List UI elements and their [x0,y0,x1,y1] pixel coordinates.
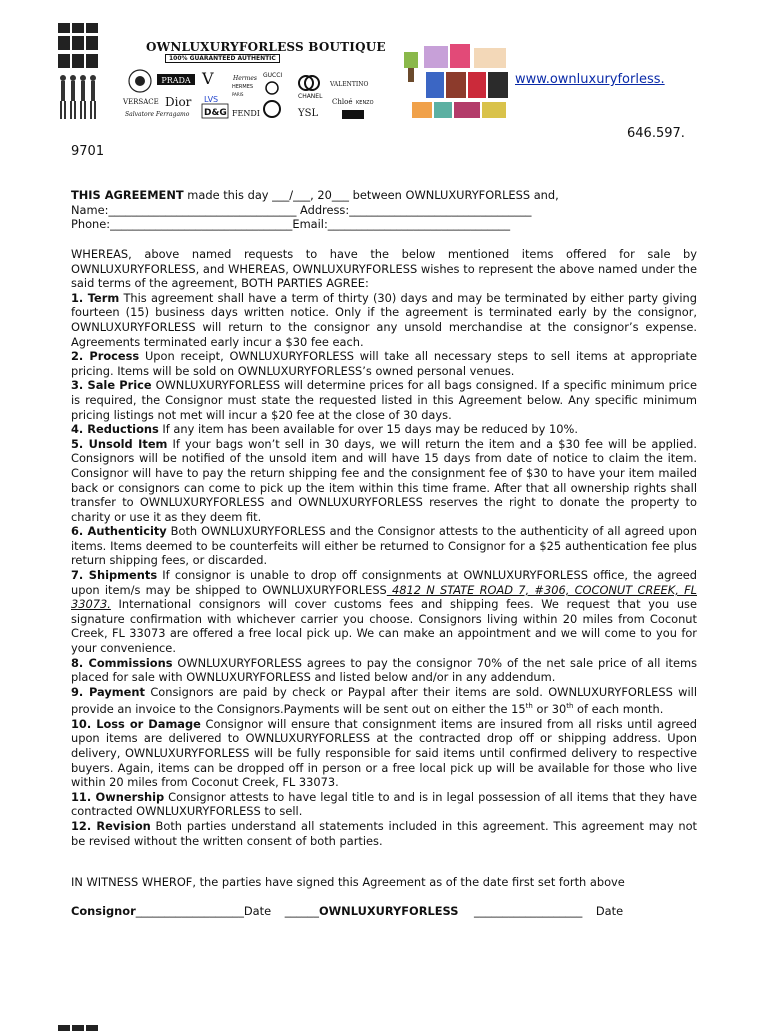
clause-revision: 12. Revision Both parties understand all statements included in this agreement. This agreement may not be revised without the written consent of both parties. [71,818,698,848]
agreement-clauses [71,247,697,848]
phone-number-part1: 646.597. [627,126,685,141]
consignor-label: Consignor [71,904,136,918]
phone-email-line[interactable]: Phone:________________________________Email:________________________________ [71,217,511,232]
date-label-company: Date [595,904,624,918]
consignor-signature-field[interactable]: ___________________ [135,904,244,918]
phone-number-part2: 9701 [71,144,105,159]
clause-process: 2. Process Upon receipt, OWNLUXURYFORLESS will take all necessary steps to sell items at appropriate pricing. Items will be sold on OWNLUXURYFORLESS’s owned personal venues. [71,349,697,378]
clause-loss-damage: 10. Loss or Damage Consignor will ensure that consignment items are insured from all risks until agreed upon items are delivered to OWNLUXURYFORLESS at the contracted drop off or shipping address. Upon delivery, OWNLUXURYFORLESS will be fully responsible for said items until confirmed delivery to respective buyers. Again, items can be dropped off in person or a free local pick up will be available for those who live within 20 miles from Coconut Creek, FL 33073. [71,716,697,790]
chloe-logo: Chloé [332,98,353,106]
svg-text:YSL: YSL [298,108,319,119]
name-address-line[interactable]: Name:_________________________________ Address:________________________________ [71,202,532,217]
clause-ownership: 11. Ownership Consignor attests to have legal title to and is in legal possession of all items that they have contracted OWNLUXURYFORLESS to sell. [71,789,698,819]
clause-term: 1. Term This agreement shall have a term of thirty (30) days and may be terminated by either party giving fourteen (15) business days written notice. Only if the agreement is terminated early by the consignor, OWNLUXURYFORLESS will return to the consignor any unsold merchandise at the consignor’s expense. Agreements terminated early incur a $30 fee each. [71,290,697,349]
svg-text:LVS: LVS [204,95,219,104]
fashion-photo-strip-bottom [57,1016,99,1024]
clause-shipments: 7. Shipments If consignor is unable to drop off consignments at OWNLUXURYFORLESS office, the agreed upon item/s may be shipped to OWNLUXURYFORLESS 4812 N STATE ROAD 7, #306, COCONUT CREEK, FL 33073. International consignors will cover customs fees and shipping fees. We request that you use signature confirmation with whichever carrier you choose. Consignors living within 20 miles from Coconut Creek, FL 33073 are offered a free local pick up. We can make an appointment and we will come to you for your convenience. [71,568,697,656]
website-link[interactable]: www.ownluxuryforless. [515,72,665,87]
kenzo-logo: KENZO [356,100,374,106]
agreement-fields [71,188,697,232]
company-signature-field[interactable]: ___________________ [474,904,583,918]
fashion-photo-strip [57,22,99,122]
clause-commissions: 8. Commissions OWNLUXURYFORLESS agrees to pay the consignor 70% of the net sale price of all items placed for sale with OWNLUXURYFORLESS and listed below and/or in any addendum. [71,655,698,685]
clause-reductions: 4. Reductions If any item has been available for over 15 days may be reduced by 10%. [71,422,578,437]
shipping-address: 4812 N STATE ROAD 7, #306, COCONUT CREEK, FL 33073. [71,582,697,612]
witness-statement: IN WITNESS WHEROF, the parties have signed this Agreement as of the date first set forth above [71,875,625,889]
boutique-title: OWNLUXURYFORLESS BOUTIQUE [146,40,386,54]
svg-text:PARIS: PARIS [232,92,244,97]
signature-line [71,904,623,918]
clause-sale-price: 3. Sale Price OWNLUXURYFORLESS will determine prices for all bags consigned. If a specific minimum price is required, the Consignor must state the requested listed in this Agreement below. Any specific minimum pricing listings not met will incur a $20 fee at the close of 30 days. [71,378,697,422]
company-signature-prefix[interactable]: ______ [284,904,319,918]
ferragamo-logo: Salvatore Ferragamo [125,111,190,118]
authentic-tagline: 100% GUARANTEED AUTHENTIC [162,55,283,62]
gucci-logo: GUCCI [263,72,283,79]
clause-unsold-item: 5. Unsold Item If your bags won’t sell in 30 days, we will return the item and a $30 fee will be applied. Consignors will be notified of the unsold item and will have 15 days from date of notice to claim the item. Consignor will have to pay the return shipping fee and the consignment fee of $30 to have your item mailed back or consignors can come to pick up the item within this time frame. After that all ownership rights shall transfer to OWNLUXURYFORLESS and OWNLUXURYFORLESS reserves the right to donate the property to charity or use it as they deem fit. [71,436,698,524]
boutique-products-photo [402,42,510,122]
dior-logo: Dior [165,95,192,109]
svg-text:Hermes: Hermes [233,75,257,82]
whereas-paragraph: WHEREAS, above named requests to have the below mentioned items offered for sale by OWNLUXURYFORLESS, and WHEREAS, OWNLUXURYFORLESS wishes to represent the above named under the said terms of the agreement, BOTH PARTIES AGREE: [71,247,697,291]
agreement-intro: THIS AGREEMENT made this day ___/___, 20___ between OWNLUXURYFORLESS and, [71,188,559,202]
versace-logo: VERSACE [123,98,159,106]
svg-text:V: V [202,69,214,88]
valentino-logo: VALENTINO [330,81,369,88]
prada-logo: PRADA [161,76,191,85]
fendi-logo: FENDI [232,109,260,118]
date-label-consignor: Date [243,904,272,918]
clause-payment: 9. Payment Consignors are paid by check or Paypal after their items are sold. OWNLUXURYFORLESS will provide an invoice to the Consignors.Payments will be sent out on either the 15th or 30th of each month. [71,684,697,717]
company-label: OWNLUXURYFORLESS [318,904,459,918]
chanel-logo: CHANEL [298,93,323,100]
dg-logo: D&G [204,108,227,118]
clause-authenticity: 6. Authenticity Both OWNLUXURYFORLESS and the Consignor attests to the authenticity of all agreed upon items. Items deemed to be counterfeits will either be returned to Consignor for a $25 authentication fee plus return shipping fees, or discarded. [71,524,697,568]
hermes-logo: HERMES [232,84,254,90]
